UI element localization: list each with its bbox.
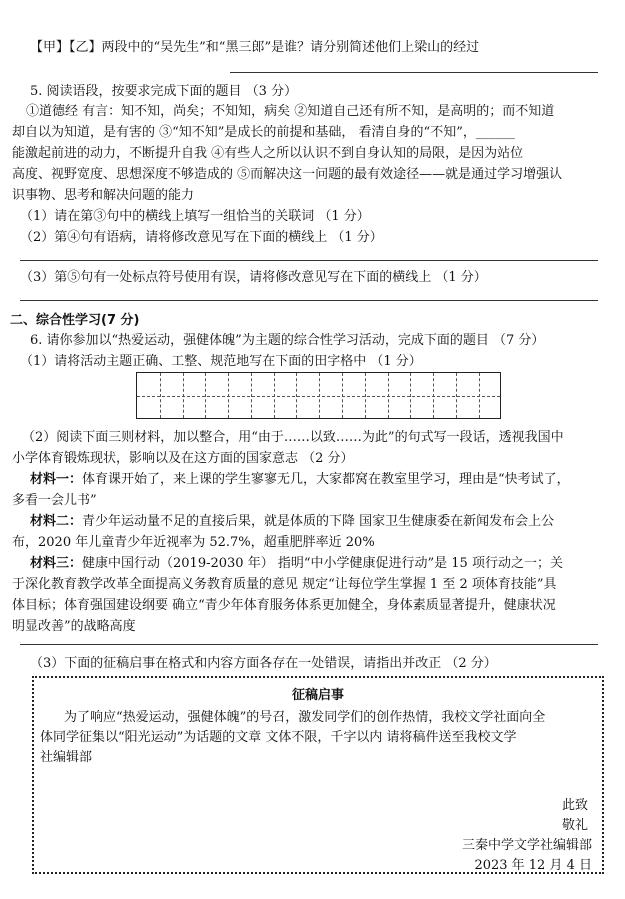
notice-title: 征稿启事 [291, 688, 344, 703]
material2-text: 布，2020 年儿童青少年近视率为 52.7%，超重肥胖率近 20% [12, 535, 375, 550]
q6-sub2-line: 小学体育锻炼现状，影响以及在这方面的国家意志 （2 分） [12, 451, 354, 466]
material3-text: 健康中国行动（2019-2030 年） 指明“中小学健康促进行动”是 15 项行动之一；关 [82, 556, 563, 571]
material3-text: 明显改善”的战略高度 [12, 619, 136, 634]
notice-date: 2023 年 12 月 4 日 [474, 858, 592, 873]
q6-sub2-line: （2）阅读下面三则材料，加以整合，用“由于……以致……为此”的句式写一段话，透视我国中 [22, 430, 564, 445]
q5-passage-line: 却自以为知道，是有害的 ③“知不知”是成长的前提和基础， 看清自身的“不知”，______ [12, 125, 515, 140]
top-question: 【甲】【乙】两段中的“吴先生”和“黑三郎”是谁？请分别简述他们上梁山的经过 [30, 40, 480, 55]
material3-text: 于深化教育教学改革全面提高义务教育质量的意见 规定“让每位学生掌握 1 至 2 项体育技能”具 [12, 577, 557, 592]
q6-sub1: （1）请将活动主题正确、工整、规范地写在下面的田字格中 （1 分） [20, 354, 422, 369]
q5-sub2: （2）第④句有语病，请将修改意见写在下面的横线上 （1 分） [20, 230, 383, 245]
q6-intro: 6. 请你参加以“热爱运动，强健体魄”为主题的综合性学习活动，完成下面的题目 （7 分） [30, 333, 545, 348]
answer-line [20, 300, 598, 301]
section-title: 二、综合性学习(7 分) [10, 313, 140, 328]
material3-text: 体目标；体育强国建设纲要 确立“青少年体育服务体系更加健全，身体素质显著提升，健康状况 [12, 598, 556, 613]
notice-closing: 敬礼 [561, 818, 588, 833]
q5-passage-line: 能激起前进的动力，不断提升自我 ④有些人之所以认识不到自身认知的局限，是因为站位 [12, 146, 524, 161]
q5-passage-line: ①道德经 有言：知不知，尚矣；不知知，病矣 ②知道自己还有所不知，是高明的；而不知道 [26, 104, 555, 119]
material3-label: 材料三： [30, 556, 83, 571]
q5-sub3: （3）第⑤句有一处标点符号使用有误，请将修改意见写在下面的横线上 （1 分） [20, 270, 487, 285]
material1-text: 多看一会儿书” [12, 493, 97, 508]
q5-passage-line: 识事物、思考和解决问题的能力 [12, 188, 195, 203]
notice-box [32, 676, 604, 874]
notice-body-line: 社编辑部 [40, 750, 93, 765]
notice-body-line: 体同学征集以“阳光运动”为话题的文章 文体不限，千字以内 请将稿件送至我校文学 [40, 730, 517, 745]
q5-sub1: （1）请在第③句中的横线上填写一组恰当的关联词 （1 分） [20, 209, 370, 224]
notice-sender: 三秦中学文学社编辑部 [461, 838, 592, 853]
material2-text: 青少年运动量不足的直接后果，就是体质的下降 国家卫生健康委在新闻发布会上公 [82, 514, 555, 529]
material1-label: 材料一： [30, 472, 83, 487]
q5-title: 5. 阅读语段，按要求完成下面的题目 （3 分） [30, 84, 298, 99]
answer-line [20, 260, 598, 261]
notice-body-line: 为了响应“热爱运动，强健体魄”的号召，激发同学们的创作热情，我校文学社面向全 [64, 710, 546, 725]
answer-line [230, 72, 598, 73]
q5-passage-line: 高度、视野宽度、思想深度不够造成的 ⑤而解决这一问题的最有效途径——就是通过学习增强认 [12, 167, 563, 182]
q6-sub3: （3）下面的征稿启事在格式和内容方面各存在一处错误，请指出并改正 （2 分） [30, 656, 497, 671]
material1-text: 体育课开始了，来上课的学生寥寥无几，大家都窝在教室里学习，理由是“快考试了， [82, 472, 570, 487]
tianzige-grid[interactable] [136, 372, 501, 419]
material2-label: 材料二： [30, 514, 83, 529]
answer-line [20, 644, 598, 645]
notice-closing: 此致 [561, 798, 588, 813]
